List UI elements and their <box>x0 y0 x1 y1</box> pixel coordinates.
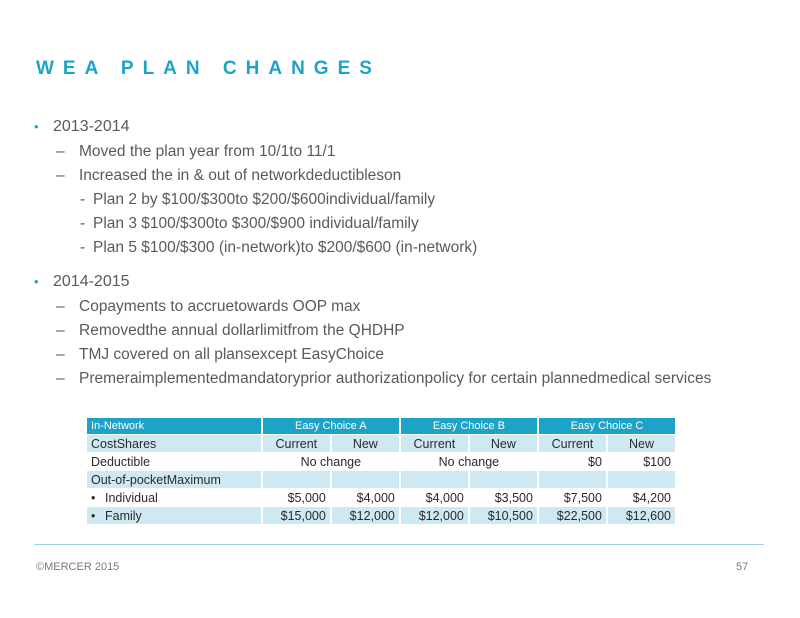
section-heading <box>34 116 754 138</box>
bullet-item-text: Premeraimplementedmandatoryprior authorizationpolicy for certain plannedmedical services <box>79 370 712 387</box>
bullet-item-text: TMJ covered on all plansexcept EasyChoice <box>79 346 384 363</box>
col-new: New <box>332 435 399 452</box>
hyphen-marker: - <box>80 239 86 256</box>
col-new: New <box>470 435 537 452</box>
row-bullet: • <box>91 508 96 523</box>
header-plan-c: Easy Choice C <box>539 418 675 434</box>
cell-value: $12,600 <box>608 507 675 524</box>
cell-value: $5,000 <box>263 489 330 506</box>
bullet-marker: • <box>34 119 39 134</box>
deductible-b: No change <box>401 453 537 470</box>
sub-bullet-text: Plan 3 $100/$300to $300/$900 individual/family <box>93 215 419 232</box>
cell-value: $12,000 <box>401 507 468 524</box>
dash-marker: – <box>56 167 65 184</box>
cell-value: $12,000 <box>332 507 399 524</box>
footer-divider <box>34 544 764 545</box>
col-current: Current <box>539 435 606 452</box>
col-new: New <box>608 435 675 452</box>
table-row <box>87 453 675 470</box>
cell-value: $15,000 <box>263 507 330 524</box>
plan-comparison-table <box>85 417 677 525</box>
footer-copyright: ©MERCER 2015 <box>36 561 120 573</box>
bullet-list <box>34 116 754 392</box>
col-current: Current <box>263 435 330 452</box>
row-label-deductible: Deductible <box>87 453 261 470</box>
bullet-item <box>34 165 754 186</box>
sub-bullet-text: Plan 5 $100/$300 (in-network)to $200/$600 (in-network) <box>93 239 478 256</box>
row-label-costshares: CostShares <box>87 435 261 452</box>
cell-value: $7,500 <box>539 489 606 506</box>
section-heading-text: 2014-2015 <box>53 273 130 290</box>
dash-marker: – <box>56 143 65 160</box>
cell-value: $4,000 <box>332 489 399 506</box>
section-heading-text: 2013-2014 <box>53 118 130 135</box>
slide-title: WEA PLAN CHANGES <box>36 58 381 79</box>
dash-marker: – <box>56 370 65 387</box>
bullet-marker: • <box>34 274 39 289</box>
header-in-network: In-Network <box>87 418 261 434</box>
row-label-oop: Out-of-pocketMaximum <box>87 471 261 488</box>
header-plan-b: Easy Choice B <box>401 418 537 434</box>
table-header-row <box>87 418 675 434</box>
deductible-c-new: $100 <box>608 453 675 470</box>
bullet-item <box>34 368 754 389</box>
table-row <box>87 489 675 506</box>
hyphen-marker: - <box>80 191 86 208</box>
hyphen-marker: - <box>80 215 86 232</box>
deductible-a: No change <box>263 453 399 470</box>
sub-bullet-text: Plan 2 by $100/$300to $200/$600individual/family <box>93 191 436 208</box>
sub-bullet-item <box>34 189 754 210</box>
deductible-c-current: $0 <box>539 453 606 470</box>
bullet-item <box>34 344 754 365</box>
cell-value: $3,500 <box>470 489 537 506</box>
row-label-family: • Family <box>87 507 261 524</box>
dash-marker: – <box>56 298 65 315</box>
bullet-item-text: Copayments to accruetowards OOP max <box>79 298 361 315</box>
page-number: 57 <box>736 561 749 573</box>
cell-value: $4,000 <box>401 489 468 506</box>
table-row <box>87 471 675 488</box>
bullet-item-text: Moved the plan year from 10/1to 11/1 <box>79 143 336 160</box>
dash-marker: – <box>56 346 65 363</box>
bullet-item <box>34 320 754 341</box>
cell-value: $10,500 <box>470 507 537 524</box>
section-heading <box>34 271 754 293</box>
dash-marker: – <box>56 322 65 339</box>
row-label-individual: • Individual <box>87 489 261 506</box>
bullet-item-text: Increased the in & out of networkdeductibleson <box>79 167 402 184</box>
col-current: Current <box>401 435 468 452</box>
table-row <box>87 435 675 452</box>
table-row <box>87 507 675 524</box>
sub-bullet-item <box>34 237 754 258</box>
sub-bullet-item <box>34 213 754 234</box>
header-plan-a: Easy Choice A <box>263 418 399 434</box>
bullet-item-text: Removedthe annual dollarlimitfrom the QHDHP <box>79 322 405 339</box>
cell-value: $4,200 <box>608 489 675 506</box>
bullet-item <box>34 141 754 162</box>
row-bullet: • <box>91 490 96 505</box>
bullet-item <box>34 296 754 317</box>
cell-value: $22,500 <box>539 507 606 524</box>
